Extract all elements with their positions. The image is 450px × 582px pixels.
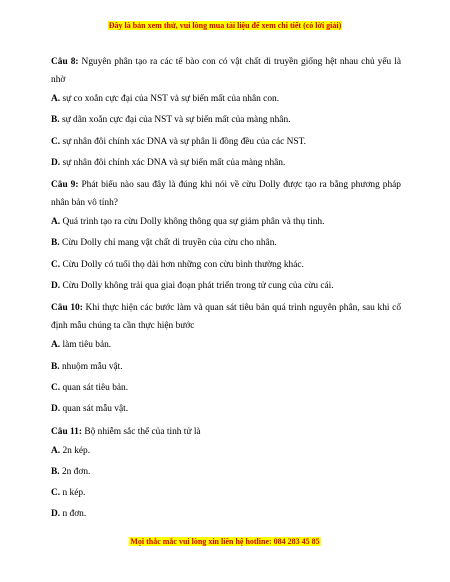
- option-text: làm tiêu bản.: [62, 340, 112, 351]
- preview-notice: [0, 21, 450, 30]
- option-letter: A.: [51, 94, 61, 104]
- option-a: [51, 441, 401, 462]
- question-text: Bộ nhiễm sắc thể của tinh tử là: [84, 426, 201, 437]
- question-text: Nguyên phân tạo ra các tế bào con có vật chất di truyền giống hệt nhau chủ yếu là nhờ: [51, 57, 402, 85]
- option-d: [51, 153, 401, 174]
- option-b: [51, 233, 401, 254]
- option-b: [51, 357, 401, 378]
- question-11: [51, 423, 401, 526]
- option-d: [51, 504, 401, 525]
- option-c: [51, 378, 401, 399]
- option-letter: B.: [51, 361, 60, 372]
- option-c: [51, 483, 401, 504]
- question-10: [51, 299, 401, 420]
- option-letter: C.: [51, 136, 61, 147]
- option-text: sự dãn xoắn cực đại của NST và sự biến mất của màng nhân.: [61, 115, 291, 126]
- option-letter: C.: [51, 382, 61, 393]
- question-label: Câu 8:: [51, 57, 79, 67]
- option-d: [51, 276, 401, 297]
- option-c: [51, 132, 401, 153]
- option-letter: A.: [51, 340, 61, 351]
- option-text: quan sát tiêu bản.: [62, 382, 129, 393]
- option-c: [51, 255, 401, 276]
- option-a: [51, 212, 401, 233]
- hotline-notice: [0, 537, 450, 546]
- option-letter: C.: [51, 259, 61, 270]
- option-letter: D.: [51, 509, 61, 520]
- question-stem: [51, 299, 401, 335]
- question-label: Câu 11:: [51, 426, 82, 437]
- option-text: Cừu Dolly không trải qua giai đoạn phát triển trong tử cung của cừu cái.: [62, 281, 334, 292]
- option-letter: B.: [51, 466, 60, 477]
- option-a: [51, 89, 401, 110]
- option-text: n đơn.: [62, 509, 87, 520]
- option-text: Quá trình tạo ra cừu Dolly không thông qua sự giảm phân và thụ tinh.: [62, 217, 325, 228]
- option-letter: A.: [51, 445, 61, 456]
- question-text: Khi thực hiện các bước làm và quan sát tiêu bản quá trình nguyên phân, sau khi cố định mẫu chúng ta cần thực hiện bước: [51, 303, 402, 332]
- option-text: 2n đơn.: [61, 466, 91, 477]
- option-letter: D.: [51, 281, 61, 292]
- option-text: sự co xoắn cực đại của NST và sự biến mất của nhân con.: [62, 94, 280, 104]
- option-d: [51, 399, 401, 420]
- option-letter: D.: [51, 157, 61, 168]
- question-label: Câu 9:: [51, 180, 79, 191]
- option-letter: A.: [51, 217, 61, 228]
- option-b: [51, 110, 401, 131]
- question-stem: [51, 423, 401, 441]
- option-text: sự nhân đôi chính xác DNA và sự biến mất của màng nhân.: [62, 157, 286, 168]
- option-text: 2n kép.: [62, 445, 91, 456]
- question-text: Phát biểu nào sau đây là đúng khi nói về cừu Dolly được tạo ra bằng phương pháp nhân bản vô tính?: [51, 180, 401, 209]
- option-letter: B.: [51, 115, 60, 126]
- question-stem: [51, 53, 401, 89]
- option-letter: B.: [51, 238, 60, 249]
- hotline-notice-text: Mọi thắc mắc vui lòng xin liên hệ hotline: 084 283 45 85: [130, 537, 320, 546]
- question-8: [51, 53, 401, 174]
- question-label: Câu 10:: [51, 303, 83, 314]
- option-text: Cừu Dolly chỉ mang vật chất di truyền của cừu cho nhân.: [61, 238, 277, 249]
- question-9: [51, 176, 401, 297]
- option-text: sự nhân đôi chính xác DNA và sự phân li đồng đều của các NST.: [62, 136, 306, 147]
- question-list: [51, 53, 401, 528]
- preview-notice-text: Đây là bản xem thử, vui lòng mua tài liệu để xem chi tiết (có lời giải): [108, 21, 342, 30]
- option-letter: D.: [51, 404, 61, 415]
- option-text: n kép.: [62, 488, 86, 499]
- option-a: [51, 335, 401, 356]
- option-text: quan sát mẫu vật.: [62, 404, 129, 415]
- question-stem: [51, 176, 401, 212]
- option-b: [51, 462, 401, 483]
- option-text: nhuộm mẫu vật.: [61, 361, 123, 372]
- option-text: Cừu Dolly có tuổi thọ dài hơn những con cừu bình thường khác.: [62, 259, 304, 270]
- option-letter: C.: [51, 488, 61, 499]
